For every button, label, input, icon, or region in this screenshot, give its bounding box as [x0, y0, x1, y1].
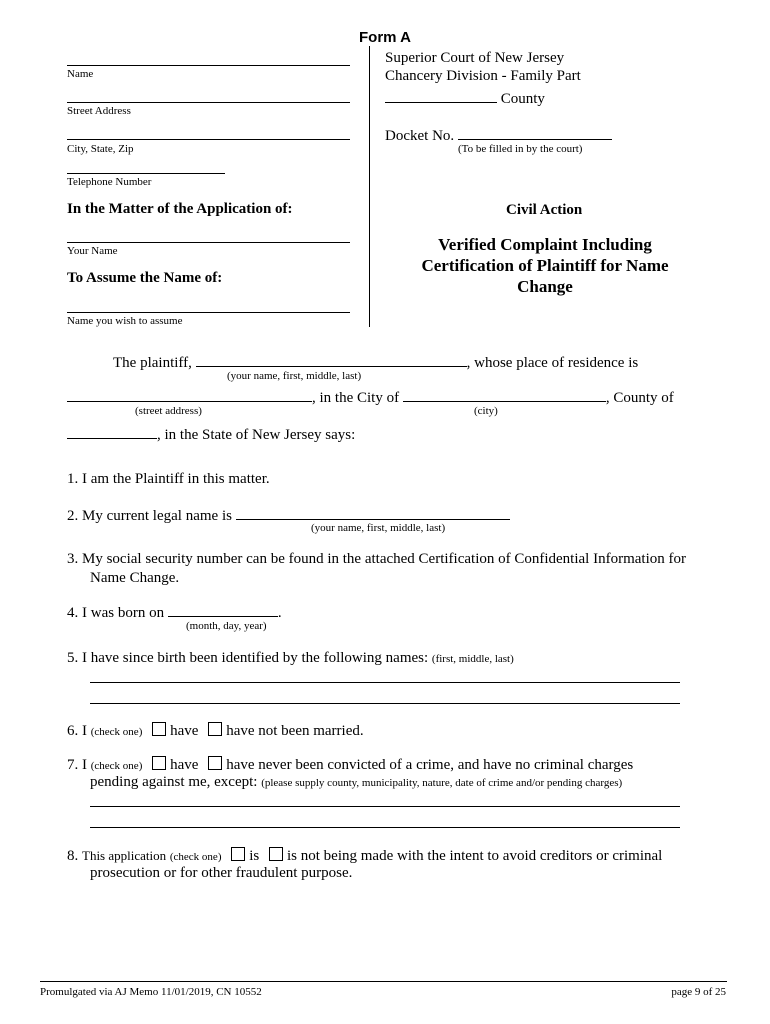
item-3a: 3. My social security number can be found in the attached Certification of Confidential Information for — [67, 551, 686, 567]
footer-left: Promulgated via AJ Memo 11/01/2019, CN 10552 — [40, 986, 262, 998]
docket-field[interactable] — [458, 125, 612, 140]
docket-note: (To be filled in by the court) — [458, 143, 583, 155]
have-label: have — [170, 723, 199, 739]
charges-line-2[interactable] — [90, 827, 680, 828]
item-4: 4. I was born on — [67, 605, 165, 621]
charges-line-1[interactable] — [90, 806, 680, 807]
name-line[interactable] — [67, 65, 350, 66]
street-hint: (street address) — [135, 405, 202, 417]
have-crime-checkbox[interactable] — [152, 756, 166, 770]
assume-line[interactable] — [67, 312, 350, 313]
phone-line[interactable] — [67, 173, 225, 174]
is-not-checkbox[interactable] — [269, 847, 283, 861]
birth-date-field[interactable] — [168, 602, 278, 617]
city-hint: (city) — [474, 405, 498, 417]
title-line3: Change — [517, 277, 573, 296]
county-field[interactable] — [385, 88, 497, 103]
check-one-6: (check one) — [90, 726, 143, 738]
docket-row — [385, 125, 612, 145]
your-name-label: Your Name — [67, 245, 118, 257]
item-4-row — [67, 602, 282, 622]
county-state-row — [67, 424, 355, 444]
have-never-checkbox[interactable] — [208, 756, 222, 770]
civil-action: Civil Action — [506, 202, 583, 218]
item-7b-row — [90, 774, 622, 791]
docket-label: Docket No. — [385, 128, 455, 144]
your-name-line[interactable] — [67, 242, 350, 243]
street-label: Street Address — [67, 105, 131, 117]
item-5-row — [67, 650, 514, 667]
county-of-text: , County of — [605, 390, 674, 406]
county-name-field[interactable] — [67, 424, 157, 439]
have-not-checkbox[interactable] — [208, 722, 222, 736]
assume-heading: To Assume the Name of: — [67, 270, 223, 286]
item-8: 8. — [67, 848, 79, 864]
court-line1: Superior Court of New Jersey — [385, 50, 565, 66]
city-field[interactable] — [403, 387, 606, 402]
have-never-label: have never been convicted of a crime, and have no criminal charges — [226, 757, 634, 773]
birth-date-hint: (month, day, year) — [186, 620, 267, 632]
county-label: County — [500, 91, 545, 107]
check-one-7: (check one) — [90, 760, 143, 772]
street-line[interactable] — [67, 102, 350, 103]
item-8b: prosecution or for other fraudulent purpose. — [90, 865, 353, 881]
is-label: is — [249, 848, 260, 864]
item-5-hint: (first, middle, last) — [431, 653, 514, 665]
have-checkbox[interactable] — [152, 722, 166, 736]
item-1: 1. I am the Plaintiff in this matter. — [67, 471, 270, 487]
period: . — [277, 605, 282, 621]
column-divider — [369, 46, 370, 327]
street-address-field[interactable] — [67, 387, 312, 402]
state-says-text: , in the State of New Jersey says: — [157, 427, 356, 443]
address-row — [67, 387, 674, 407]
assume-label: Name you wish to assume — [67, 315, 183, 327]
is-not-label: is not being made with the intent to avoid creditors or criminal — [287, 848, 663, 864]
names-line-1[interactable] — [90, 682, 680, 683]
legal-name-field[interactable] — [236, 505, 510, 520]
footer-rule — [40, 981, 727, 982]
title-line1: Verified Complaint Including — [438, 235, 652, 254]
item-5: 5. I have since birth been identified by the following names: — [67, 650, 429, 666]
item-6-row — [67, 722, 364, 740]
county-row — [385, 88, 545, 108]
plaintiff-text: The plaintiff, — [113, 355, 192, 371]
item-7-row — [67, 756, 633, 774]
item-7b: pending against me, except: — [90, 774, 258, 790]
is-checkbox[interactable] — [231, 847, 245, 861]
in-city-text: , in the City of — [312, 390, 400, 406]
have-crime-label: have — [170, 757, 199, 773]
matter-heading: In the Matter of the Application of: — [67, 201, 293, 217]
legal-name-hint: (your name, first, middle, last) — [311, 522, 446, 534]
plaintiff-row — [113, 352, 638, 372]
phone-label: Telephone Number — [67, 176, 152, 188]
item-6: 6. I — [67, 723, 87, 739]
city-line[interactable] — [67, 139, 350, 140]
have-not-label: have not been married. — [226, 723, 364, 739]
check-one-8: (check one) — [169, 851, 222, 863]
complaint-title — [395, 234, 695, 297]
names-line-2[interactable] — [90, 703, 680, 704]
title-line2: Certification of Plaintiff for Name — [421, 256, 669, 275]
plaintiff-name-field[interactable] — [196, 352, 467, 367]
name-label: Name — [67, 68, 94, 80]
item-8-row — [67, 847, 662, 865]
item-7: 7. I — [67, 757, 87, 773]
item-2: 2. My current legal name is — [67, 508, 232, 524]
residence-text: , whose place of residence is — [466, 355, 639, 371]
item-8-app: This application — [82, 848, 167, 863]
form-label: Form A — [359, 29, 411, 46]
item-7b-hint: (please supply county, municipality, nature, date of crime and/or pending charges) — [261, 777, 623, 789]
city-label: City, State, Zip — [67, 143, 134, 155]
item-3b: Name Change. — [90, 570, 180, 586]
footer-page: page 9 of 25 — [671, 986, 726, 998]
plaintiff-name-hint: (your name, first, middle, last) — [227, 370, 362, 382]
court-line2: Chancery Division - Family Part — [385, 68, 581, 84]
